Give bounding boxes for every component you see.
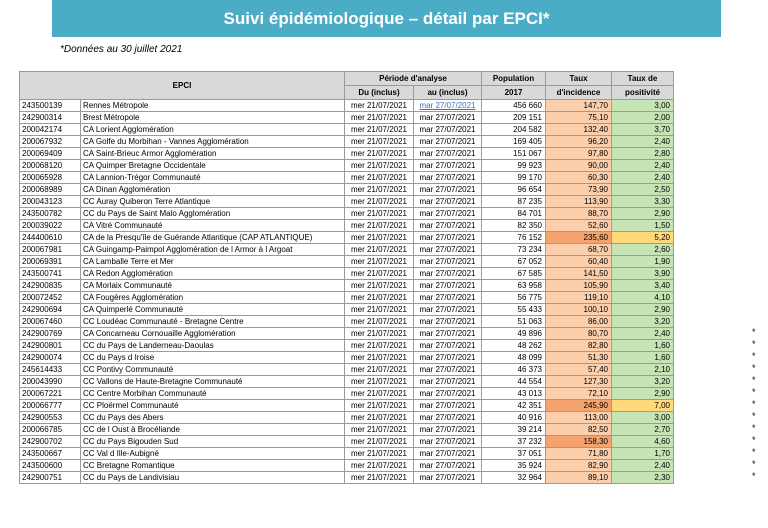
date-from-cell: mer 21/07/2021 <box>345 448 414 460</box>
epci-code-cell: 200043990 <box>20 376 81 388</box>
date-from-cell: mer 21/07/2021 <box>345 232 414 244</box>
table-row <box>20 376 674 388</box>
population-cell: 42 351 <box>482 400 546 412</box>
epci-name-cell: CA Golfe du Morbihan - Vannes Agglomération <box>81 136 345 148</box>
epci-name-cell: CA Quimper Bretagne Occidentale <box>81 160 345 172</box>
population-cell: 82 350 <box>482 220 546 232</box>
population-cell: 35 924 <box>482 460 546 472</box>
incidence-cell: 60,40 <box>546 256 612 268</box>
epci-code-cell: 243500139 <box>20 100 81 112</box>
incidence-cell: 88,70 <box>546 208 612 220</box>
epci-name-cell: CA Vitré Communauté <box>81 220 345 232</box>
date-from-cell: mer 21/07/2021 <box>345 292 414 304</box>
incidence-cell: 60,30 <box>546 172 612 184</box>
date-from-cell: mer 21/07/2021 <box>345 388 414 400</box>
header-au: au (inclus) <box>414 86 482 100</box>
epci-name-cell: CC du Pays d Iroise <box>81 352 345 364</box>
table-row <box>20 148 674 160</box>
epci-code-cell: 242900074 <box>20 352 81 364</box>
date-to-cell: mar 27/07/2021 <box>414 448 482 460</box>
epci-name-cell: CC Loudéac Communauté - Bretagne Centre <box>81 316 345 328</box>
date-from-cell: mer 21/07/2021 <box>345 280 414 292</box>
date-from-cell: mer 21/07/2021 <box>345 112 414 124</box>
population-cell: 151 067 <box>482 148 546 160</box>
positivite-cell: 1,90 <box>612 256 674 268</box>
population-cell: 73 234 <box>482 244 546 256</box>
population-cell: 63 958 <box>482 280 546 292</box>
date-from-cell: mer 21/07/2021 <box>345 400 414 412</box>
header-incidence-line1: Taux <box>546 72 612 86</box>
epci-code-cell: 200043123 <box>20 196 81 208</box>
table-row <box>20 256 674 268</box>
positivite-cell: 5,20 <box>612 232 674 244</box>
epci-name-cell: CA Concarneau Cornouaille Agglomération <box>81 328 345 340</box>
footnote-flag: * <box>752 447 756 457</box>
positivite-cell: 3,00 <box>612 412 674 424</box>
table-row <box>20 160 674 172</box>
population-cell: 99 170 <box>482 172 546 184</box>
table-row <box>20 136 674 148</box>
population-cell: 39 214 <box>482 424 546 436</box>
epci-code-cell: 200067460 <box>20 316 81 328</box>
date-from-cell: mer 21/07/2021 <box>345 196 414 208</box>
date-to-cell: mar 27/07/2021 <box>414 268 482 280</box>
epci-name-cell: CA Redon Agglomération <box>81 268 345 280</box>
header-positivite-line2: positivité <box>612 86 674 100</box>
epci-name-cell: CC Ploërmel Communauté <box>81 400 345 412</box>
epci-code-cell: 244400610 <box>20 232 81 244</box>
incidence-cell: 75,10 <box>546 112 612 124</box>
footnote-flag: * <box>752 387 756 397</box>
table-row <box>20 268 674 280</box>
epci-name-cell: CA Lorient Agglomération <box>81 124 345 136</box>
date-to-cell: mar 27/07/2021 <box>414 412 482 424</box>
epci-code-cell: 245614433 <box>20 364 81 376</box>
date-to-cell: mar 27/07/2021 <box>414 316 482 328</box>
incidence-cell: 127,30 <box>546 376 612 388</box>
incidence-cell: 51,30 <box>546 352 612 364</box>
epci-code-cell: 200042174 <box>20 124 81 136</box>
table-row <box>20 352 674 364</box>
epci-name-cell: CC du Pays de Landerneau-Daoulas <box>81 340 345 352</box>
epci-code-cell: 200067932 <box>20 136 81 148</box>
epci-name-cell: CC Val d Ille-Aubigné <box>81 448 345 460</box>
date-from-cell: mer 21/07/2021 <box>345 268 414 280</box>
date-from-cell: mer 21/07/2021 <box>345 100 414 112</box>
population-cell: 43 013 <box>482 388 546 400</box>
footnote-flag: * <box>752 399 756 409</box>
population-cell: 40 916 <box>482 412 546 424</box>
header-du: Du (inclus) <box>345 86 414 100</box>
epci-code-cell: 200067221 <box>20 388 81 400</box>
incidence-cell: 68,70 <box>546 244 612 256</box>
epci-name-cell: CA Saint-Brieuc Armor Agglomération <box>81 148 345 160</box>
date-to-cell: mar 27/07/2021 <box>414 460 482 472</box>
positivite-cell: 2,50 <box>612 184 674 196</box>
table-row <box>20 316 674 328</box>
table-row <box>20 220 674 232</box>
epci-code-cell: 243500600 <box>20 460 81 472</box>
date-to-cell: mar 27/07/2021 <box>414 328 482 340</box>
header-positivite-line1: Taux de <box>612 72 674 86</box>
date-to-cell: mar 27/07/2021 <box>414 160 482 172</box>
incidence-cell: 82,50 <box>546 424 612 436</box>
positivite-cell: 7,00 <box>612 400 674 412</box>
epci-code-cell: 242900694 <box>20 304 81 316</box>
date-to-cell: mar 27/07/2021 <box>414 280 482 292</box>
incidence-cell: 96,20 <box>546 136 612 148</box>
incidence-cell: 132,40 <box>546 124 612 136</box>
incidence-cell: 90,00 <box>546 160 612 172</box>
epci-name-cell: CA Lamballe Terre et Mer <box>81 256 345 268</box>
date-to-cell: mar 27/07/2021 <box>414 124 482 136</box>
epci-name-cell: CC Bretagne Romantique <box>81 460 345 472</box>
epci-name-cell: CA Lannion-Trégor Communauté <box>81 172 345 184</box>
population-cell: 51 063 <box>482 316 546 328</box>
positivite-cell: 2,30 <box>612 472 674 484</box>
population-cell: 96 654 <box>482 184 546 196</box>
date-from-cell: mer 21/07/2021 <box>345 172 414 184</box>
date-to-cell: mar 27/07/2021 <box>414 220 482 232</box>
positivite-cell: 4,10 <box>612 292 674 304</box>
population-cell: 37 051 <box>482 448 546 460</box>
epci-code-cell: 200066785 <box>20 424 81 436</box>
incidence-cell: 245,90 <box>546 400 612 412</box>
epci-code-cell: 242900801 <box>20 340 81 352</box>
population-cell: 76 152 <box>482 232 546 244</box>
epci-name-cell: CC Pontivy Communauté <box>81 364 345 376</box>
data-date-note: *Données au 30 juillet 2021 <box>60 44 183 55</box>
population-cell: 67 585 <box>482 268 546 280</box>
epci-code-cell: 200069391 <box>20 256 81 268</box>
incidence-cell: 80,70 <box>546 328 612 340</box>
date-to-cell: mar 27/07/2021 <box>414 256 482 268</box>
positivite-cell: 3,00 <box>612 100 674 112</box>
population-cell: 84 701 <box>482 208 546 220</box>
date-to-cell: mar 27/07/2021 <box>414 148 482 160</box>
date-from-cell: mer 21/07/2021 <box>345 340 414 352</box>
date-from-cell: mer 21/07/2021 <box>345 412 414 424</box>
date-to-cell: mar 27/07/2021 <box>414 136 482 148</box>
date-from-cell: mer 21/07/2021 <box>345 220 414 232</box>
population-cell: 44 554 <box>482 376 546 388</box>
table-row <box>20 280 674 292</box>
date-to-cell: mar 27/07/2021 <box>414 436 482 448</box>
header-population-line1: Population <box>482 72 546 86</box>
header-epci: EPCI <box>20 72 345 100</box>
epci-name-cell: CC Centre Morbihan Communauté <box>81 388 345 400</box>
table-row <box>20 328 674 340</box>
epci-name-cell: CC du Pays Bigouden Sud <box>81 436 345 448</box>
date-to-cell: mar 27/07/2021 <box>414 232 482 244</box>
table-row <box>20 112 674 124</box>
date-to-cell: mar 27/07/2021 <box>414 388 482 400</box>
table-row <box>20 292 674 304</box>
incidence-cell: 147,70 <box>546 100 612 112</box>
epci-name-cell: CA de la Presqu'île de Guérande Atlantique (CAP ATLANTIQUE) <box>81 232 345 244</box>
positivite-cell: 2,00 <box>612 112 674 124</box>
header-periode: Période d'analyse <box>345 72 482 86</box>
population-cell: 46 373 <box>482 364 546 376</box>
epci-code-cell: 242900553 <box>20 412 81 424</box>
epci-name-cell: CA Guingamp-Paimpol Agglomération de l Armor à l Argoat <box>81 244 345 256</box>
positivite-cell: 1,60 <box>612 340 674 352</box>
footnote-flag: * <box>752 375 756 385</box>
footnote-flag: * <box>752 351 756 361</box>
positivite-cell: 2,40 <box>612 136 674 148</box>
positivite-cell: 1,70 <box>612 448 674 460</box>
footnote-flag: * <box>752 363 756 373</box>
positivite-cell: 2,40 <box>612 460 674 472</box>
date-from-cell: mer 21/07/2021 <box>345 376 414 388</box>
incidence-cell: 52,60 <box>546 220 612 232</box>
date-from-cell: mer 21/07/2021 <box>345 316 414 328</box>
incidence-cell: 86,00 <box>546 316 612 328</box>
epci-name-cell: CA Morlaix Communauté <box>81 280 345 292</box>
incidence-cell: 57,40 <box>546 364 612 376</box>
table-row <box>20 172 674 184</box>
footnote-flag: * <box>752 423 756 433</box>
incidence-cell: 158,30 <box>546 436 612 448</box>
date-from-cell: mer 21/07/2021 <box>345 184 414 196</box>
epci-code-cell: 243500667 <box>20 448 81 460</box>
incidence-cell: 113,90 <box>546 196 612 208</box>
date-to-cell: mar 27/07/2021 <box>414 400 482 412</box>
positivite-cell: 2,90 <box>612 388 674 400</box>
epci-code-cell: 243500782 <box>20 208 81 220</box>
date-from-cell: mer 21/07/2021 <box>345 424 414 436</box>
epci-code-cell: 200065928 <box>20 172 81 184</box>
date-to-cell: mar 27/07/2021 <box>414 208 482 220</box>
date-to-cell: mar 27/07/2021 <box>414 304 482 316</box>
incidence-cell: 235,60 <box>546 232 612 244</box>
table-row <box>20 472 674 484</box>
population-cell: 169 405 <box>482 136 546 148</box>
table-row <box>20 124 674 136</box>
table-row <box>20 448 674 460</box>
positivite-cell: 2,70 <box>612 424 674 436</box>
epci-table <box>19 71 674 484</box>
header-population-line2: 2017 <box>482 86 546 100</box>
positivite-cell: 3,20 <box>612 316 674 328</box>
positivite-cell: 1,60 <box>612 352 674 364</box>
population-cell: 209 151 <box>482 112 546 124</box>
epci-code-cell: 242900835 <box>20 280 81 292</box>
incidence-cell: 89,10 <box>546 472 612 484</box>
positivite-cell: 2,40 <box>612 172 674 184</box>
positivite-cell: 2,80 <box>612 148 674 160</box>
date-from-cell: mer 21/07/2021 <box>345 304 414 316</box>
positivite-cell: 3,40 <box>612 280 674 292</box>
date-from-cell: mer 21/07/2021 <box>345 472 414 484</box>
incidence-cell: 113,00 <box>546 412 612 424</box>
footnote-flag: * <box>752 339 756 349</box>
incidence-cell: 119,10 <box>546 292 612 304</box>
footnote-flag: * <box>752 459 756 469</box>
population-cell: 87 235 <box>482 196 546 208</box>
date-from-cell: mer 21/07/2021 <box>345 136 414 148</box>
incidence-cell: 105,90 <box>546 280 612 292</box>
positivite-cell: 2,90 <box>612 208 674 220</box>
positivite-cell: 3,70 <box>612 124 674 136</box>
positivite-cell: 2,10 <box>612 364 674 376</box>
positivite-cell: 2,40 <box>612 160 674 172</box>
date-from-cell: mer 21/07/2021 <box>345 148 414 160</box>
positivite-cell: 2,90 <box>612 304 674 316</box>
table-row <box>20 340 674 352</box>
epci-name-cell: CC du Pays des Abers <box>81 412 345 424</box>
population-cell: 55 433 <box>482 304 546 316</box>
date-to-cell: mar 27/07/2021 <box>414 172 482 184</box>
epci-code-cell: 243500741 <box>20 268 81 280</box>
table-row <box>20 424 674 436</box>
footnote-flag: * <box>752 471 756 481</box>
date-to-cell: mar 27/07/2021 <box>414 292 482 304</box>
positivite-cell: 2,60 <box>612 244 674 256</box>
incidence-cell: 97,80 <box>546 148 612 160</box>
epci-name-cell: CA Fougères Agglomération <box>81 292 345 304</box>
date-from-cell: mer 21/07/2021 <box>345 460 414 472</box>
incidence-cell: 73,90 <box>546 184 612 196</box>
positivite-cell: 1,50 <box>612 220 674 232</box>
population-cell: 99 923 <box>482 160 546 172</box>
footnote-flag: * <box>752 327 756 337</box>
epci-code-cell: 242900769 <box>20 328 81 340</box>
date-to-cell: mar 27/07/2021 <box>414 352 482 364</box>
epci-name-cell: CC Auray Quiberon Terre Atlantique <box>81 196 345 208</box>
date-to-cell: mar 27/07/2021 <box>414 340 482 352</box>
date-to-cell: mar 27/07/2021 <box>414 196 482 208</box>
date-from-cell: mer 21/07/2021 <box>345 364 414 376</box>
page-title: Suivi épidémiologique – détail par EPCI* <box>52 0 721 37</box>
date-from-cell: mer 21/07/2021 <box>345 256 414 268</box>
date-to-cell: mar 27/07/2021 <box>414 472 482 484</box>
positivite-cell: 3,30 <box>612 196 674 208</box>
epci-code-cell: 200068989 <box>20 184 81 196</box>
population-cell: 456 660 <box>482 100 546 112</box>
epci-code-cell: 200066777 <box>20 400 81 412</box>
table-row <box>20 100 674 112</box>
epci-code-cell: 200068120 <box>20 160 81 172</box>
date-to-cell: mar 27/07/2021 <box>414 184 482 196</box>
footnote-flag: * <box>752 435 756 445</box>
date-from-cell: mer 21/07/2021 <box>345 160 414 172</box>
population-cell: 204 582 <box>482 124 546 136</box>
date-to-cell: mar 27/07/2021 <box>414 112 482 124</box>
table-row <box>20 244 674 256</box>
epci-name-cell: CA Dinan Agglomération <box>81 184 345 196</box>
date-to-cell: mar 27/07/2021 <box>414 424 482 436</box>
table-row <box>20 400 674 412</box>
table-row <box>20 460 674 472</box>
date-from-cell: mer 21/07/2021 <box>345 352 414 364</box>
table-row <box>20 388 674 400</box>
epci-code-cell: 200039022 <box>20 220 81 232</box>
population-cell: 32 964 <box>482 472 546 484</box>
population-cell: 67 052 <box>482 256 546 268</box>
epci-name-cell: CC du Pays de Landivisiau <box>81 472 345 484</box>
table-row <box>20 196 674 208</box>
epci-code-cell: 242900702 <box>20 436 81 448</box>
epci-name-cell: Rennes Métropole <box>81 100 345 112</box>
date-from-cell: mer 21/07/2021 <box>345 328 414 340</box>
positivite-cell: 3,20 <box>612 376 674 388</box>
incidence-cell: 72,10 <box>546 388 612 400</box>
epci-name-cell: CC du Pays de Saint Malo Agglomération <box>81 208 345 220</box>
date-from-cell: mer 21/07/2021 <box>345 208 414 220</box>
footnote-flag: * <box>752 411 756 421</box>
epci-code-cell: 242900751 <box>20 472 81 484</box>
positivite-cell: 3,90 <box>612 268 674 280</box>
epci-code-cell: 242900314 <box>20 112 81 124</box>
epci-name-cell: CC de l Oust à Brocéliande <box>81 424 345 436</box>
table-row <box>20 364 674 376</box>
population-cell: 48 099 <box>482 352 546 364</box>
incidence-cell: 82,90 <box>546 460 612 472</box>
incidence-cell: 100,10 <box>546 304 612 316</box>
epci-code-cell: 200072452 <box>20 292 81 304</box>
date-to-cell: mar 27/07/2021 <box>414 244 482 256</box>
incidence-cell: 141,50 <box>546 268 612 280</box>
positivite-cell: 2,40 <box>612 328 674 340</box>
table-row <box>20 184 674 196</box>
epci-name-cell: CC Vallons de Haute-Bretagne Communauté <box>81 376 345 388</box>
date-from-cell: mer 21/07/2021 <box>345 436 414 448</box>
date-to-cell: mar 27/07/2021 <box>414 100 482 112</box>
date-to-cell: mar 27/07/2021 <box>414 364 482 376</box>
header-incidence-line2: d'incidence <box>546 86 612 100</box>
table-row <box>20 232 674 244</box>
table-row <box>20 208 674 220</box>
population-cell: 37 232 <box>482 436 546 448</box>
epci-code-cell: 200069409 <box>20 148 81 160</box>
population-cell: 48 262 <box>482 340 546 352</box>
table-row <box>20 436 674 448</box>
table-row <box>20 412 674 424</box>
epci-code-cell: 200067981 <box>20 244 81 256</box>
incidence-cell: 71,80 <box>546 448 612 460</box>
incidence-cell: 82,80 <box>546 340 612 352</box>
date-from-cell: mer 21/07/2021 <box>345 244 414 256</box>
positivite-cell: 4,60 <box>612 436 674 448</box>
date-from-cell: mer 21/07/2021 <box>345 124 414 136</box>
date-to-cell: mar 27/07/2021 <box>414 376 482 388</box>
epci-name-cell: Brest Métropole <box>81 112 345 124</box>
epci-name-cell: CA Quimperlé Communauté <box>81 304 345 316</box>
population-cell: 49 896 <box>482 328 546 340</box>
table-row <box>20 304 674 316</box>
population-cell: 56 775 <box>482 292 546 304</box>
table-body <box>20 100 674 484</box>
